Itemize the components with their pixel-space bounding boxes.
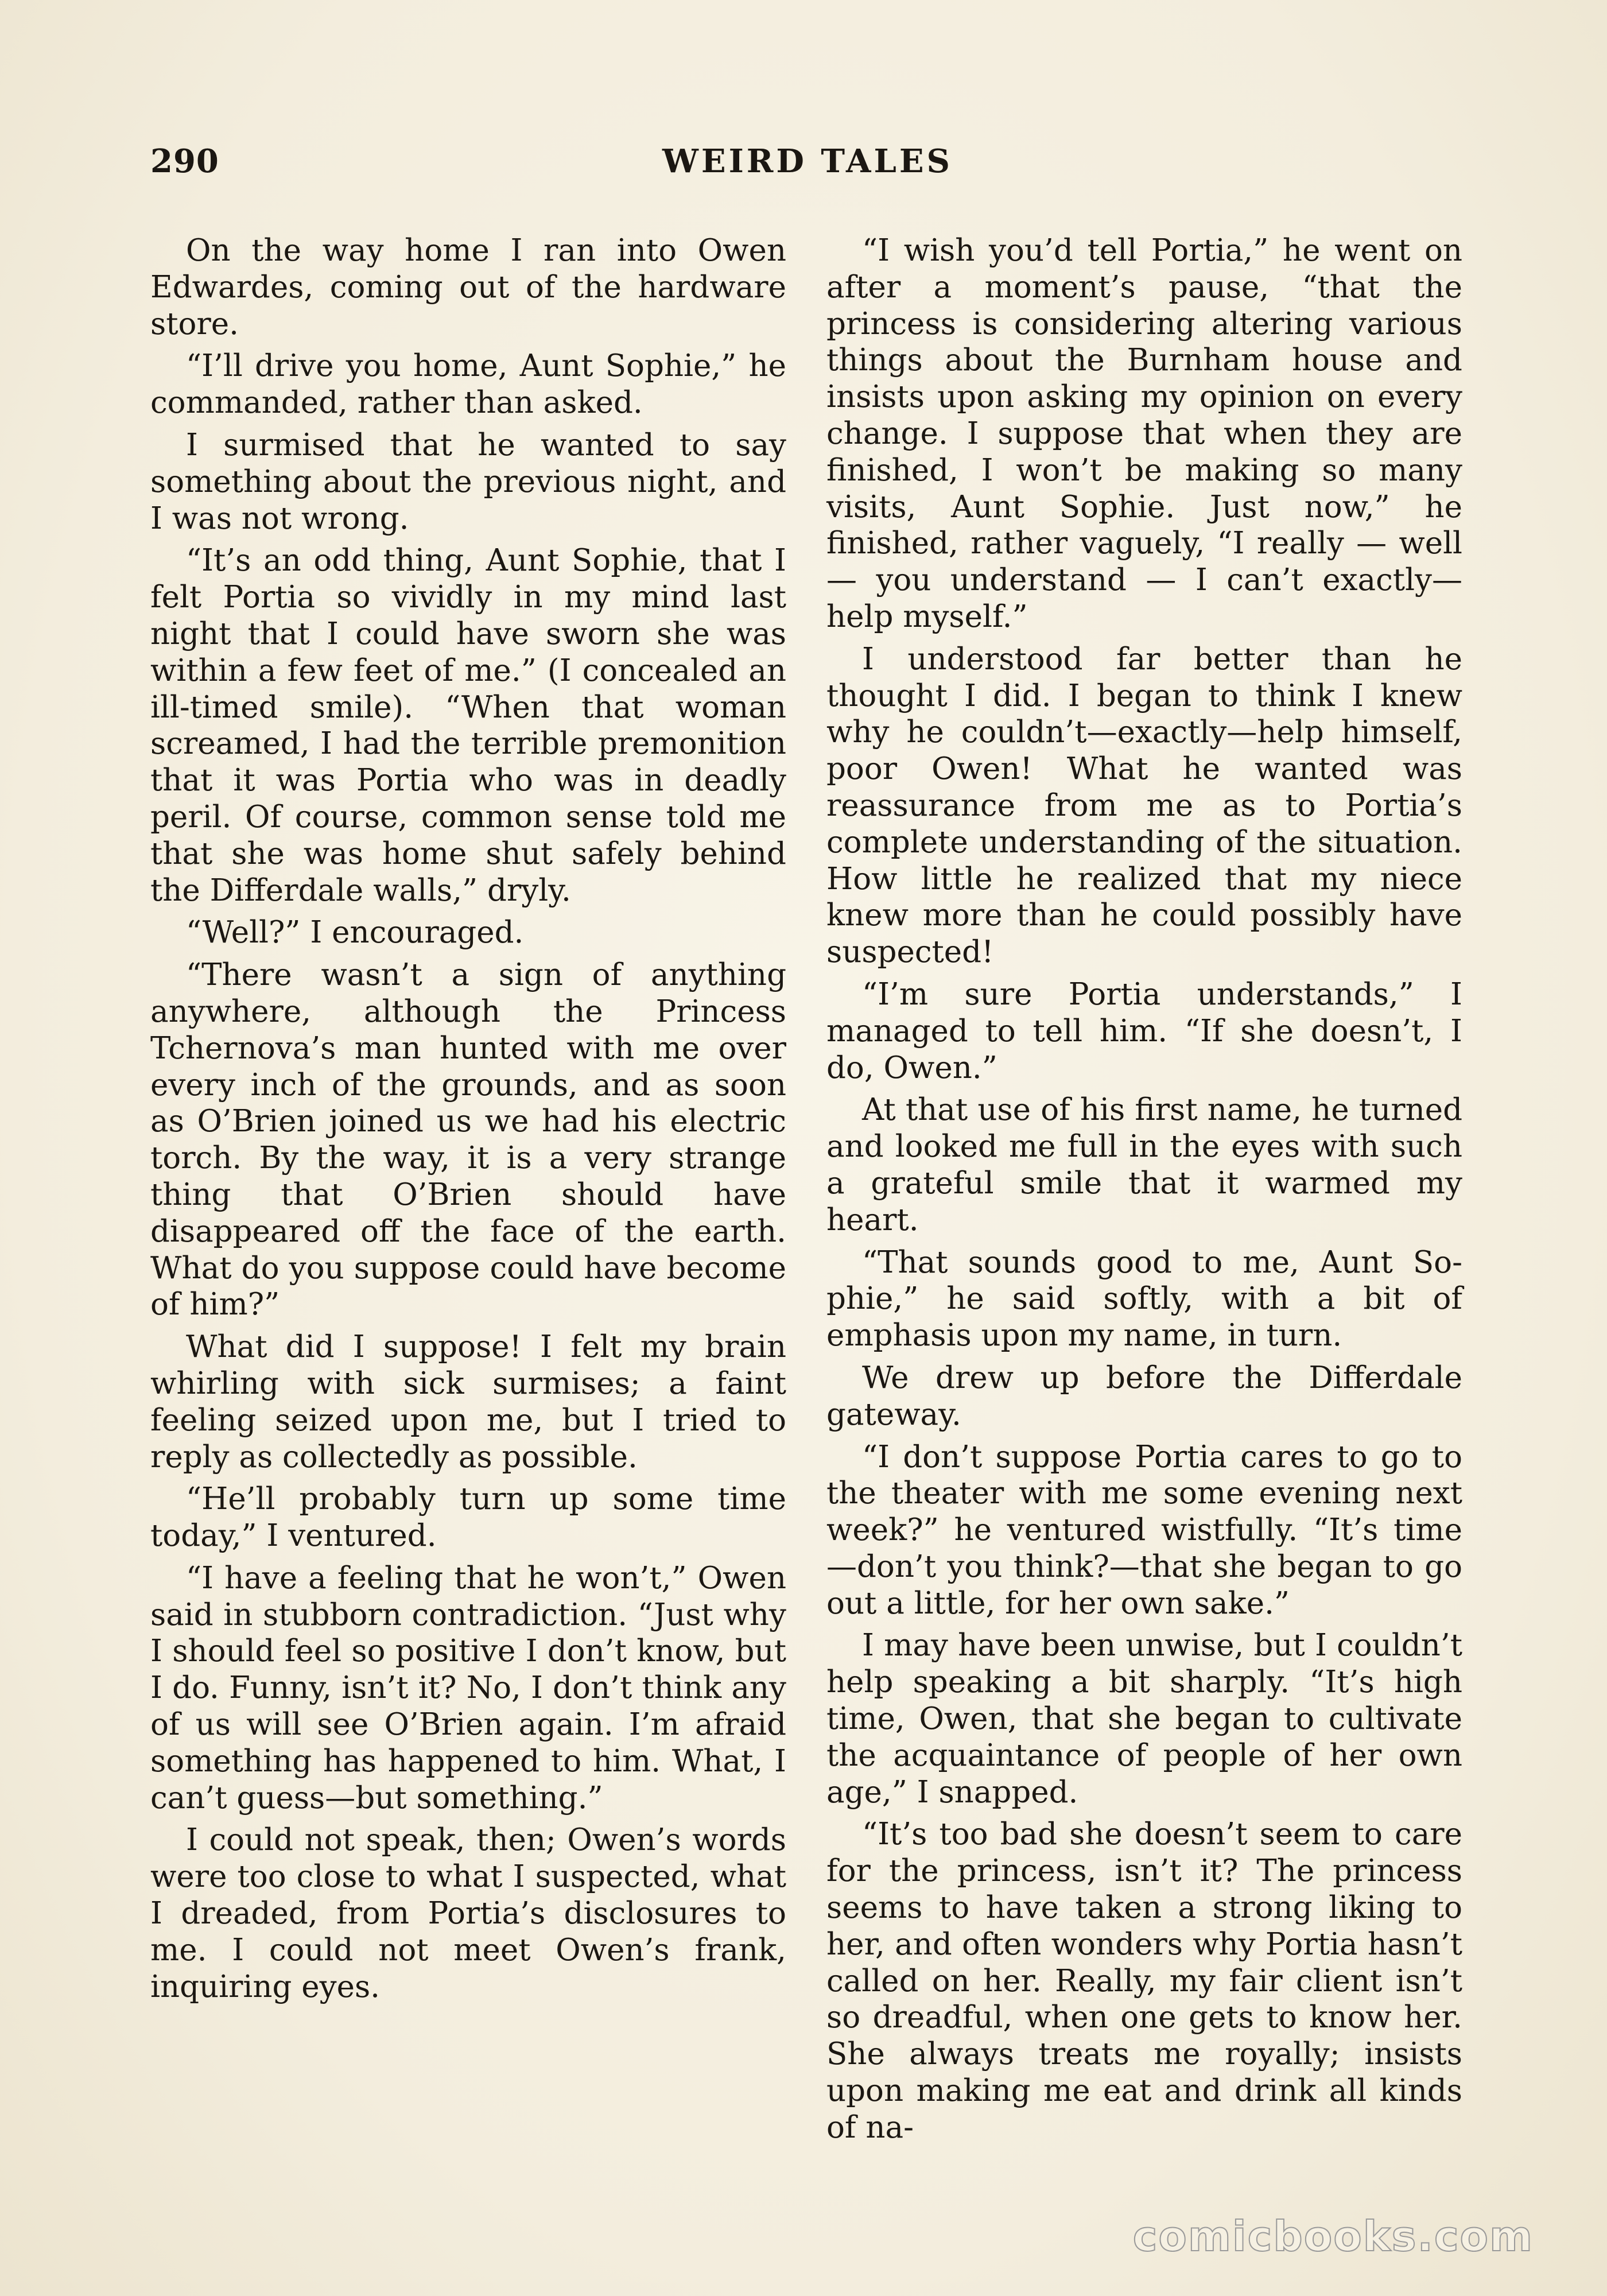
paragraph: “He’ll probably turn up some time today,” I ventured. [150, 1481, 786, 1554]
paragraph: “I have a feeling that he won’t,” Owen said in stubborn contradiction. “Just why I should feel so positive I don’t know, but I do. Funny, isn’t it? No, I don’t think any of us will see O’Brien again. I’m afraid something has happened to him. What, I can’t guess—but something.” [150, 1560, 786, 1816]
right-column [826, 232, 1462, 2152]
paragraph: “That sounds good to me, Aunt Sophie,” he said softly, with a bit of emphasis upon my name, in turn. [826, 1244, 1462, 1353]
paragraph: “I’m sure Portia understands,” I managed to tell him. “If she doesn’t, I do, Owen.” [826, 976, 1462, 1085]
paragraph: “Well?” I encouraged. [186, 915, 524, 951]
paragraph: “I’ll drive you home, Aunt Sophie,” he commanded, rather than asked. [150, 348, 786, 421]
paragraph: “I don’t suppose Portia cares to go to the theater with me some evening next week?” he ventured wistfully. “It’s time—don’t you think?—that she began to go out a little, for her own sake.” [826, 1439, 1462, 1621]
paragraph: I surmised that he wanted to say something about the previous night, and I was not wrong. [150, 427, 786, 536]
paragraph: What did I suppose! I felt my brain whirling with sick surmises; a faint feeling seized upon me, but I tried to reply as collectedly as possible. [150, 1329, 786, 1475]
paragraph: I may have been unwise, but I couldn’t help speaking a bit sharply. “It’s high time, Owen, that she began to cultivate the acquaintance of people of her own age,” I snapped. [826, 1628, 1462, 1810]
paragraph: At that use of his first name, he turned and looked me full in the eyes with such a grateful smile that it warmed my heart. [826, 1092, 1462, 1238]
page-number: 290 [150, 142, 219, 180]
left-column [150, 232, 786, 2011]
paragraph: “I wish you’d tell Portia,” he went on after a moment’s pause, “that the princess is considering altering various things about the Burnham house and insists upon asking my opinion on every change. I suppose that when they are finished, I won’t be making so many visits, Aunt Sophie. Just now,” he finished, rather vaguely, “I really — well — you understand — I can’t exactly—help myself.” [826, 233, 1462, 634]
paragraph: On the way home I ran into Owen Edwardes, coming out of the hardware store. [150, 233, 786, 342]
paragraph: “There wasn’t a sign of anything anywhere, although the Princess Tchernova’s man hunted with me over every inch of the grounds, and as soon as O’Brien joined us we had his electric torch. By the way, it is a very strange thing that O’Brien should have disappeared off the face of the earth. What do you suppose could have become of him?” [150, 957, 786, 1322]
paragraph: “It’s too bad she doesn’t seem to care for the princess, isn’t it? The princess seems to have taken a strong liking to her, and often wonders why Portia hasn’t called on her. Really, my fair client isn’t so dreadful, when one gets to know her. She always treats me royally; insists upon making me eat and drink all kinds of na- [826, 1817, 1462, 2145]
running-title: WEIRD TALES [662, 142, 953, 180]
paragraph: I understood far better than he thought I did. I began to think I knew why he couldn’t—exactly—help himself, poor Owen! What he wanted was reassurance from me as to Portia’s complete understanding of the situation. How little he realized that my niece knew more than he could possibly have suspected! [826, 641, 1462, 970]
page-header [150, 142, 1465, 188]
paragraph: “It’s an odd thing, Aunt Sophie, that I felt Portia so vividly in my mind last night that I could have sworn she was within a few feet of me.” (I concealed an ill-timed smile). “When that woman screamed, I had the terrible premonition that it was Portia who was in deadly peril. Of course, common sense told me that she was home shut safely behind the Differdale walls,” dryly. [150, 543, 786, 908]
paragraph: I could not speak, then; Owen’s words were too close to what I suspected, what I dreaded, from Portia’s disclosures to me. I could not meet Owen’s frank, inquiring eyes. [150, 1822, 786, 2004]
paragraph: We drew up before the Differdale gateway. [826, 1360, 1462, 1432]
watermark-logo: comicbooks.com [1132, 2212, 1534, 2260]
